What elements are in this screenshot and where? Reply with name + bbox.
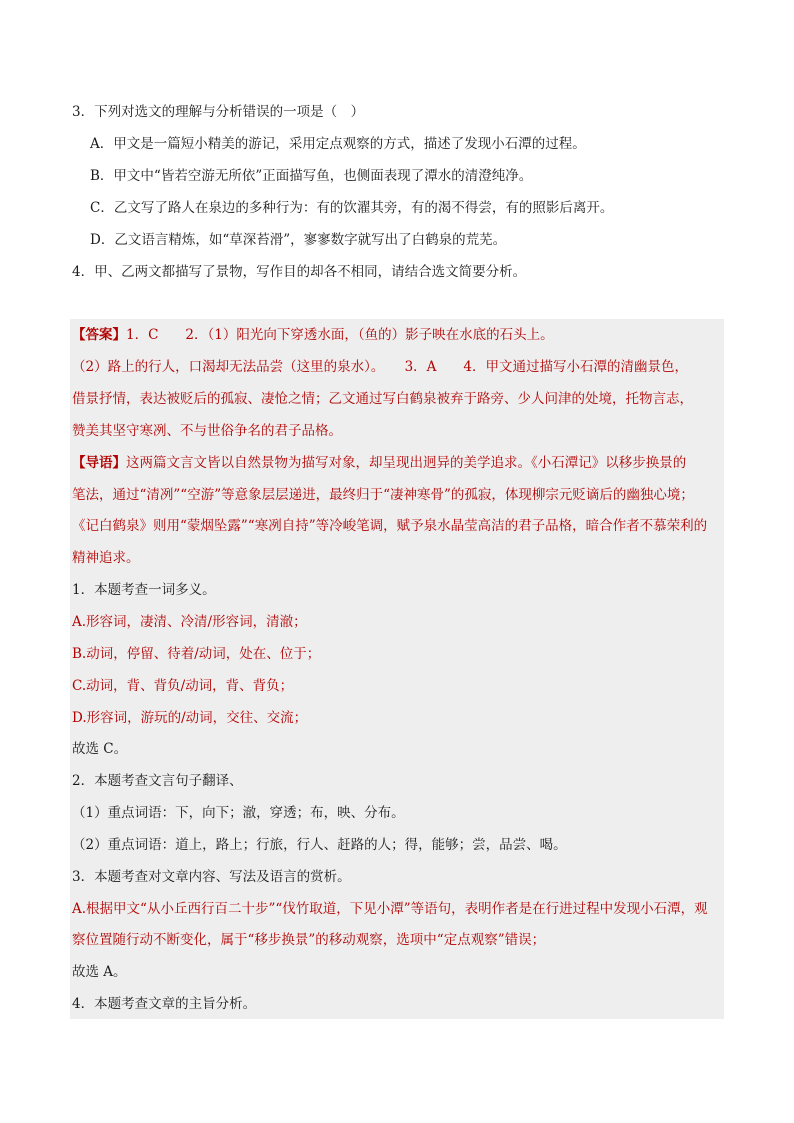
analysis-line: A.根据甲文“从小丘西行百二十步”“伐竹取道，下见小潭”等语句，表明作者是在行进过程中发现小石潭，观 xyxy=(72,901,708,917)
answer-line-2: （2）路上的行人，口渴却无法品尝（这里的泉水）。 3．A 4．甲文通过描写小石潭的清幽景色， xyxy=(72,359,689,375)
analysis-line: 2．本题考查文言句子翻译、 xyxy=(72,773,243,789)
guide-line-2: 笔法，通过“清冽”“空游”等意象层层递进，最终归于“凄神寒骨”的孤寂，体现柳宗元贬谪后的幽独心境； xyxy=(72,487,694,503)
question-4: 4．甲、乙两文都描写了景物，写作目的却各不相同，请结合选文简要分析。 xyxy=(72,264,527,280)
analysis-line: 3．本题考查对文章内容、写法及语言的赏析。 xyxy=(72,869,351,885)
analysis-line: 1．本题考查一词多义。 xyxy=(72,582,216,598)
analysis-line: C.动词，背、背负/动词，背、背负； xyxy=(72,678,294,694)
analysis-line: A.形容词，凄清、冷清/形容词，清澈； xyxy=(72,614,307,630)
guide-line-3: 《记白鹤泉》则用“蒙烟坠露”“寒冽自持”等冷峻笔调，赋予泉水晶莹高洁的君子品格，暗合作者不慕荣利的 xyxy=(72,518,708,534)
guide-line-1 xyxy=(72,454,722,472)
analysis-line: （1）重点词语：下，向下；澈，穿透；布，映、分布。 xyxy=(72,805,405,821)
analysis-line: 故选 A。 xyxy=(72,964,127,980)
answer-text-1: 1．C 2．（1）阳光向下穿透水面，（鱼的）影子映在水底的石头上。 xyxy=(126,327,554,343)
analysis-line: B.动词，停留、待着/动词，处在、位于； xyxy=(72,646,321,662)
question-3-option-c: C．乙文写了路人在泉边的多种行为：有的饮濯其旁，有的渴不得尝，有的照影后离开。 xyxy=(90,200,614,216)
analysis-line: 4．本题考查文章的主旨分析。 xyxy=(72,996,257,1012)
analysis-line: 察位置随行动不断变化，属于“移步换景”的移动观察，选项中“定点观察”错误； xyxy=(72,932,546,948)
question-3: 3．下列对选文的理解与分析错误的一项是（ ） xyxy=(72,104,365,120)
answer-line-3: 借景抒情，表达被贬后的孤寂、凄怆之情；乙文通过写白鹤泉被弃于路旁、少人问津的处境，托物言志， xyxy=(72,391,693,407)
question-3-option-b: B．甲文中“皆若空游无所依”正面描写鱼，也侧面表现了潭水的清澄纯净。 xyxy=(90,168,533,184)
answer-line-1 xyxy=(72,326,722,344)
analysis-line: （2）重点词语：道上，路上；行旅，行人、赶路的人；得，能够；尝，品尝、喝。 xyxy=(72,837,567,853)
guide-tag: 【导语】 xyxy=(72,455,126,471)
guide-text-1: 这两篇文言文皆以自然景物为描写对象，却呈现出迥异的美学追求。《小石潭记》以移步换景的 xyxy=(126,455,687,471)
analysis-line: D.形容词，游玩的/动词，交往、交流； xyxy=(72,710,308,726)
answer-line-4: 赞美其坚守寒冽、不与世俗争名的君子品格。 xyxy=(72,423,342,439)
analysis-line: 故选 C。 xyxy=(72,741,128,757)
answer-tag: 【答案】 xyxy=(72,327,126,343)
guide-line-4: 精神追求。 xyxy=(72,550,140,566)
question-3-option-a: A．甲文是一篇短小精美的游记，采用定点观察的方式，描述了发现小石潭的过程。 xyxy=(90,136,586,152)
question-3-option-d: D．乙文语言精炼，如“草深苔滑”，寥寥数字就写出了白鹤泉的荒芜。 xyxy=(90,232,507,248)
